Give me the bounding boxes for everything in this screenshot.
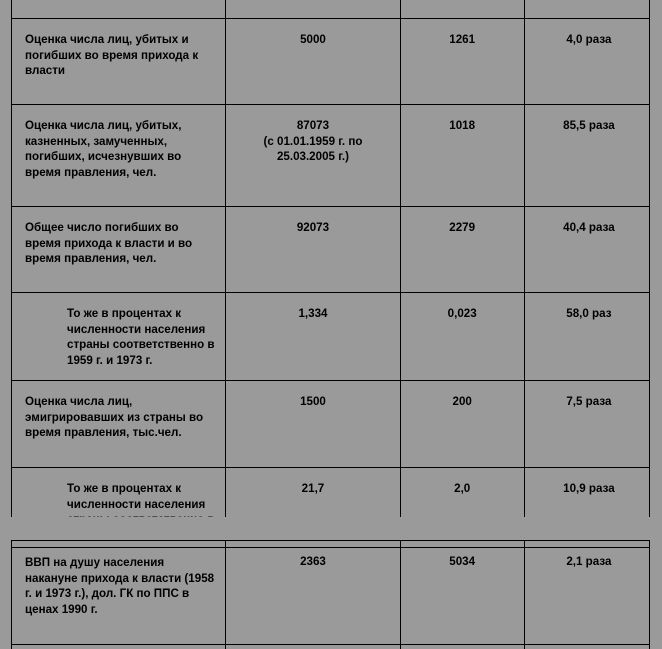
value-cell: 5034 bbox=[400, 541, 524, 645]
ratio-cell: 58,0 раз bbox=[524, 293, 649, 381]
table-cell bbox=[524, 645, 649, 649]
row-label: Оценка числа лиц, убитых, казненных, замученных, погибших, исчезнувших во время правления, чел. bbox=[12, 105, 226, 207]
value-cell: 21,7 bbox=[226, 468, 400, 548]
table-row bbox=[12, 207, 650, 293]
table-cell bbox=[226, 0, 400, 19]
ratio-cell: 2,1 раза bbox=[524, 541, 649, 645]
value-cell: 2,0 bbox=[400, 468, 524, 548]
table-cell bbox=[226, 645, 400, 649]
ratio-cell: 40,4 раза bbox=[524, 207, 649, 293]
statistics-table-continued bbox=[11, 540, 650, 649]
table-cell bbox=[400, 645, 524, 649]
row-label: То же в процентах к численности населения страны соответственно в 1959 г. и 1973 г. bbox=[12, 293, 226, 381]
table-row bbox=[12, 105, 650, 207]
ratio-cell: 4,0 раза bbox=[524, 19, 649, 105]
table-row bbox=[12, 19, 650, 105]
ratio-cell: 85,5 раза bbox=[524, 105, 649, 207]
row-label: То же в процентах к численности населения bbox=[12, 468, 226, 548]
row-label: ВВП на душу населения накануне прихода к власти (1958 г. и 1973 г.), дол. ГК по ППС в ценах 1990 г. bbox=[12, 541, 226, 645]
value-cell: 2363 bbox=[226, 541, 400, 645]
value-cell: 200 bbox=[400, 381, 524, 468]
value-cell: 1,334 bbox=[226, 293, 400, 381]
ratio-cell: 10,9 раза bbox=[524, 468, 649, 548]
value-cell: 2279 bbox=[400, 207, 524, 293]
row-label: Общее число погибших во время прихода к власти и во время правления, чел. bbox=[12, 207, 226, 293]
table-row-bottom-stub bbox=[12, 645, 650, 649]
value-cell: 1261 bbox=[400, 19, 524, 105]
value-cell: 0,023 bbox=[400, 293, 524, 381]
value-cell: 1018 bbox=[400, 105, 524, 207]
page-break-gap bbox=[0, 517, 662, 540]
table-cell bbox=[12, 0, 226, 19]
row-label: Оценка числа лиц, убитых и погибших во время прихода к власти bbox=[12, 19, 226, 105]
row-label: Оценка числа лиц, эмигрировавших из страны во время правления, тыс.чел. bbox=[12, 381, 226, 468]
table-row-top-stub bbox=[12, 0, 650, 19]
value-cell: 1500 bbox=[226, 381, 400, 468]
value-period: (с 01.01.1959 г. по 25.03.2005 г.) bbox=[263, 134, 363, 163]
value-cell bbox=[226, 105, 400, 207]
table-cell bbox=[524, 0, 649, 19]
table-row bbox=[12, 541, 650, 645]
table-cell bbox=[12, 645, 226, 649]
value-cell: 92073 bbox=[226, 207, 400, 293]
statistics-table bbox=[11, 0, 650, 548]
ratio-cell: 7,5 раза bbox=[524, 381, 649, 468]
value-main: 87073 bbox=[296, 119, 330, 132]
table-cell bbox=[400, 0, 524, 19]
table-row bbox=[12, 381, 650, 468]
table-row bbox=[12, 293, 650, 381]
value-cell: 5000 bbox=[226, 19, 400, 105]
